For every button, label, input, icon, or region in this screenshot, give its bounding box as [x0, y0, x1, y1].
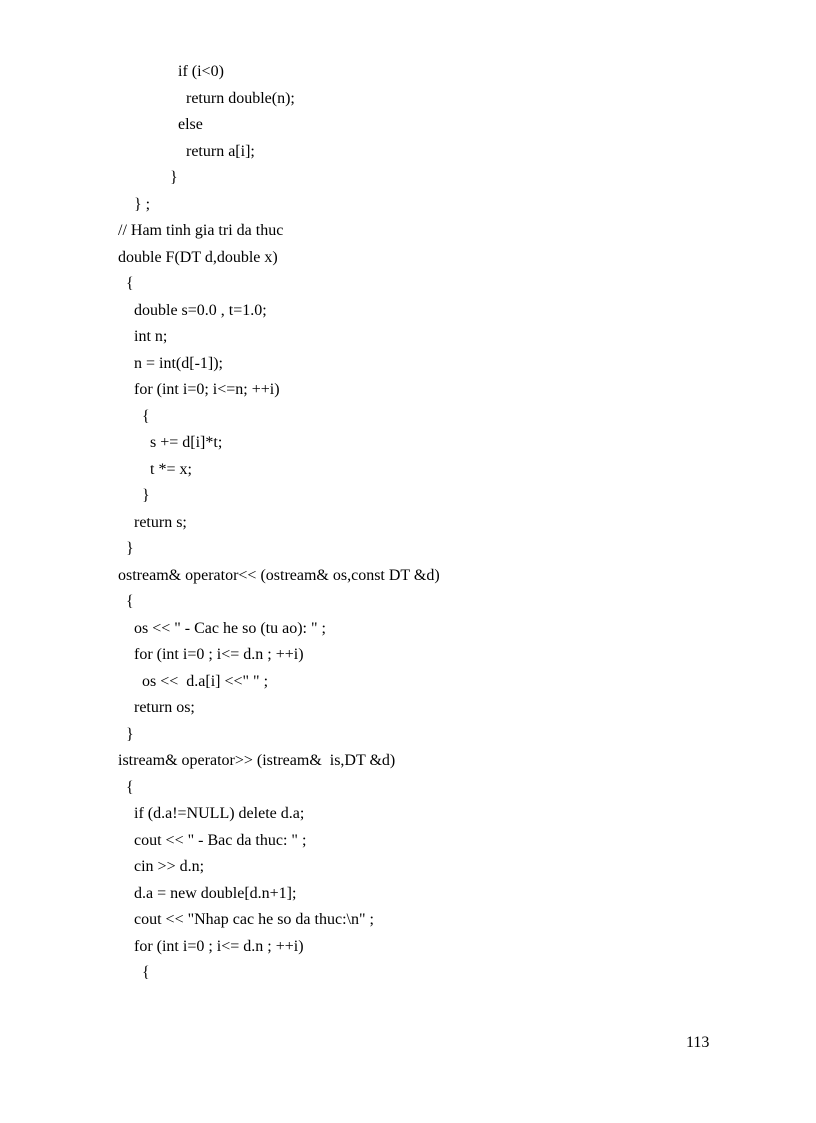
code-line: { [118, 964, 150, 981]
code-line: istream& operator>> (istream& is,DT &d) [118, 752, 396, 769]
code-line: return double(n); [118, 89, 295, 107]
code-comment-line: // Ham tinh gia tri da thuc [118, 222, 284, 239]
code-line: if (i<0) [118, 63, 224, 80]
code-line: ostream& operator<< (ostream& os,const DT &d) [118, 566, 440, 584]
code-line: cout << " - Bac da thuc: " ; [118, 831, 307, 849]
code-line: d.a = new double[d.n+1]; [118, 884, 297, 902]
code-line: return s; [118, 513, 187, 531]
code-line: for (int i=0 ; i<= d.n ; ++i) [118, 937, 304, 955]
code-line: { [118, 778, 134, 796]
code-line: if (d.a!=NULL) delete d.a; [118, 805, 305, 822]
code-line: } [118, 725, 134, 743]
code-line: return a[i]; [118, 142, 255, 160]
code-line: cout << "Nhap cac he so da thuc:\n" ; [118, 911, 374, 928]
code-listing [118, 59, 440, 987]
code-line: os << d.a[i] <<" " ; [118, 672, 269, 690]
code-line: int n; [118, 328, 168, 345]
code-line: for (int i=0; i<=n; ++i) [118, 381, 280, 398]
code-line: n = int(d[-1]); [118, 354, 223, 372]
code-line: for (int i=0 ; i<= d.n ; ++i) [118, 646, 304, 663]
code-line: else [118, 116, 203, 133]
code-line: } [118, 169, 178, 186]
code-line: } ; [118, 195, 151, 213]
code-line: s += d[i]*t; [118, 434, 223, 451]
code-line: } [118, 487, 150, 504]
code-line: } [118, 540, 134, 557]
code-line: cin >> d.n; [118, 858, 205, 875]
code-line: double F(DT d,double x) [118, 248, 278, 266]
code-line: { [118, 593, 134, 610]
code-line: t *= x; [118, 460, 192, 478]
code-line: { [118, 407, 150, 425]
code-line: return os; [118, 699, 195, 716]
page-number: 113 [686, 1034, 710, 1051]
code-line: os << " - Cac he so (tu ao): " ; [118, 619, 326, 637]
code-line: { [118, 275, 134, 292]
code-line: double s=0.0 , t=1.0; [118, 301, 267, 319]
